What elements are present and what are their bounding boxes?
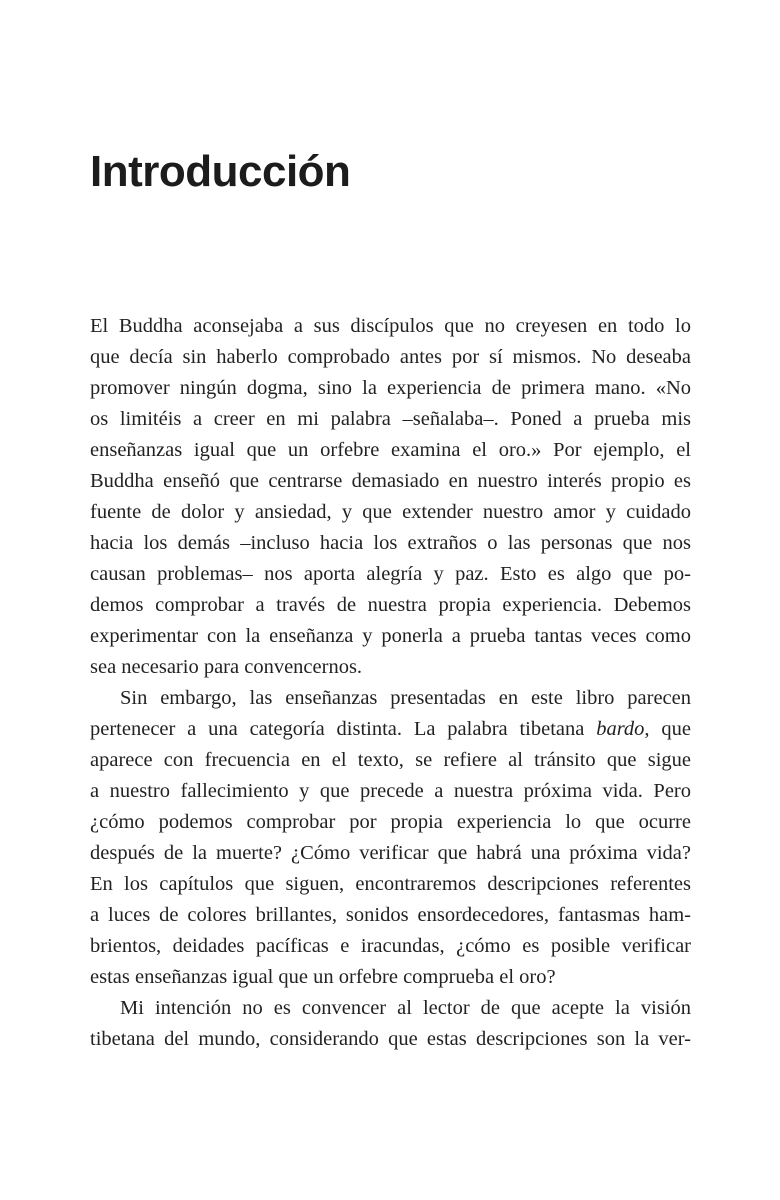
- text-line: que decía sin haberlo comprobado antes por sí mismos. No deseaba: [90, 346, 691, 368]
- text-line: después de la muerte? ¿Cómo verificar que habrá una próxima vida?: [90, 842, 691, 864]
- text-line: causan problemas– nos aporta alegría y paz. Esto es algo que po-: [90, 563, 691, 585]
- text-line: enseñanzas igual que un orfebre examina el oro.» Por ejemplo, el: [90, 439, 691, 461]
- italic-term: bardo: [596, 718, 645, 740]
- text-line: Sin embargo, las enseñanzas presentadas en este libro parecen: [120, 687, 691, 709]
- text-line-with-italic: [90, 714, 691, 745]
- chapter-title: Introducción: [90, 147, 351, 196]
- text-run: pertenecer a una categoría distinta. La palabra tibetana: [90, 718, 597, 740]
- text-line: estas enseñanzas igual que un orfebre comprueba el oro?: [90, 966, 556, 988]
- text-line: demos comprobar a través de nuestra propia experiencia. Debemos: [90, 594, 691, 616]
- text-line: Mi intención no es convencer al lector de que acepte la visión: [120, 997, 691, 1019]
- text-line: os limitéis a creer en mi palabra –señalaba–. Poned a prueba mis: [90, 408, 691, 430]
- text-line: Buddha enseñó que centrarse demasiado en nuestro interés propio es: [90, 470, 691, 492]
- text-run: , que: [644, 718, 691, 740]
- text-line: fuente de dolor y ansiedad, y que extender nuestro amor y cuidado: [90, 501, 691, 523]
- text-line: El Buddha aconsejaba a sus discípulos que no creyesen en todo lo: [90, 315, 691, 337]
- text-line: experimentar con la enseñanza y ponerla a prueba tantas veces como: [90, 625, 691, 647]
- text-line: brientos, deidades pacíficas e iracundas, ¿cómo es posible verificar: [90, 935, 691, 957]
- text-line: En los capítulos que siguen, encontraremos descripciones referentes: [90, 873, 691, 895]
- text-line: a luces de colores brillantes, sonidos ensordecedores, fantasmas ham-: [90, 904, 691, 926]
- text-line: promover ningún dogma, sino la experiencia de primera mano. «No: [90, 377, 691, 399]
- text-line: sea necesario para convencernos.: [90, 656, 363, 678]
- text-line: hacia los demás –incluso hacia los extraños o las personas que nos: [90, 532, 691, 554]
- text-line: a nuestro fallecimiento y que precede a nuestra próxima vida. Pero: [90, 780, 691, 802]
- text-line: tibetana del mundo, considerando que estas descripciones son la ver-: [90, 1028, 691, 1050]
- text-line: ¿cómo podemos comprobar por propia experiencia lo que ocurre: [90, 811, 691, 833]
- text-line: aparece con frecuencia en el texto, se refiere al tránsito que sigue: [90, 749, 691, 771]
- chapter-body: [90, 311, 691, 1055]
